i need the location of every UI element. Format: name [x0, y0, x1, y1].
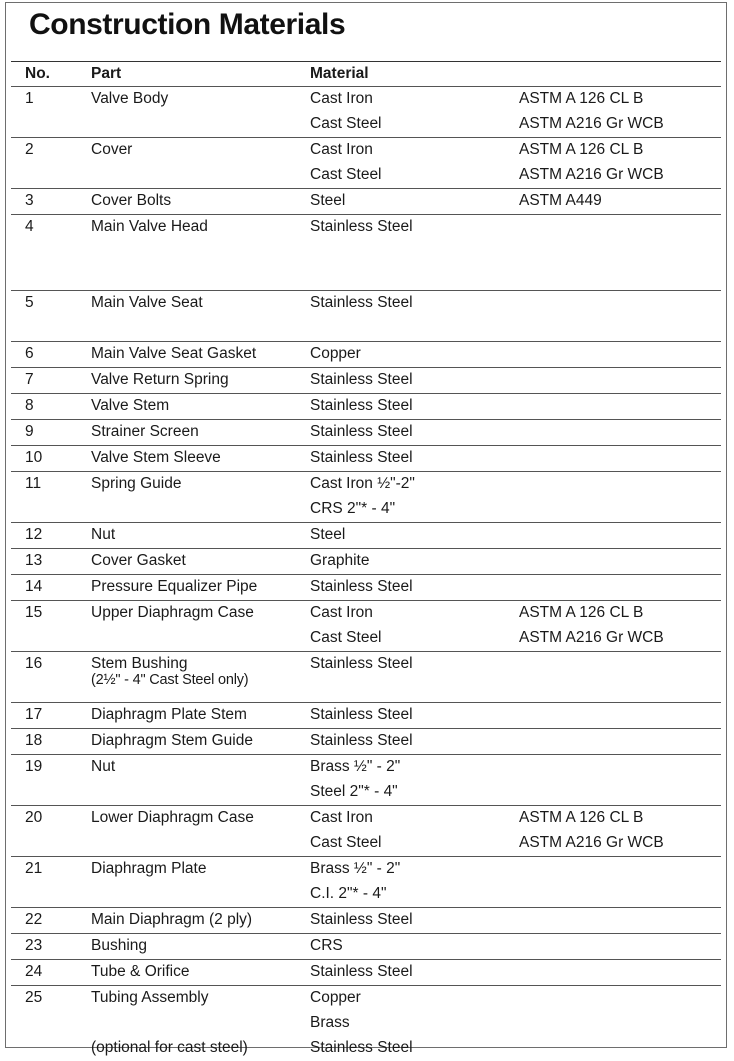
table-row: [11, 342, 721, 368]
astm-spec: ASTM A449: [519, 192, 602, 209]
header-no: No.: [25, 65, 50, 82]
material: Cast Iron: [310, 604, 373, 621]
row-number: 21: [25, 860, 43, 877]
table-row: [11, 523, 721, 549]
part-name: (2½" - 4" Cast Steel only): [91, 672, 249, 688]
row-number: 7: [25, 371, 34, 388]
part-name: Main Valve Seat: [91, 294, 203, 311]
row-number: 17: [25, 706, 43, 723]
table-row: [11, 652, 721, 703]
material: Copper: [310, 345, 361, 362]
part-name: Main Valve Seat Gasket: [91, 345, 257, 362]
table-row: [11, 138, 721, 189]
material: Graphite: [310, 552, 370, 569]
table-row: [11, 368, 721, 394]
table-row: [11, 755, 721, 806]
table-row: [11, 908, 721, 934]
part-name: Tube & Orifice: [91, 963, 190, 980]
material: C.I. 2"* - 4": [310, 885, 387, 902]
row-number: 2: [25, 141, 34, 158]
table-row: [11, 806, 721, 857]
table-body: [11, 87, 721, 1061]
material: Copper: [310, 989, 361, 1006]
part-name: Cover: [91, 141, 133, 158]
part-name: Strainer Screen: [91, 423, 199, 440]
material: Cast Iron ½"-2": [310, 475, 415, 492]
material: Stainless Steel: [310, 732, 413, 749]
part-name: Diaphragm Plate: [91, 860, 207, 877]
table-row: [11, 857, 721, 908]
table-row: [11, 394, 721, 420]
part-name: Nut: [91, 758, 116, 775]
table-row: [11, 549, 721, 575]
row-number: 6: [25, 345, 34, 362]
astm-spec: ASTM A216 Gr WCB: [519, 166, 664, 183]
part-name: Upper Diaphragm Case: [91, 604, 254, 621]
row-number: 22: [25, 911, 43, 928]
row-number: 14: [25, 578, 43, 595]
material: CRS: [310, 937, 343, 954]
material: Stainless Steel: [310, 371, 413, 388]
material: Steel: [310, 192, 346, 209]
material: Stainless Steel: [310, 655, 413, 672]
material: Brass: [310, 1014, 350, 1031]
part-name: Valve Body: [91, 90, 169, 107]
table-row: [11, 189, 721, 215]
row-number: 25: [25, 989, 43, 1006]
material: Cast Steel: [310, 629, 382, 646]
part-name: Stem Bushing: [91, 655, 188, 672]
astm-spec: ASTM A216 Gr WCB: [519, 629, 664, 646]
astm-spec: ASTM A216 Gr WCB: [519, 834, 664, 851]
table-row: [11, 601, 721, 652]
material: Cast Iron: [310, 90, 373, 107]
material: Stainless Steel: [310, 706, 413, 723]
material: Cast Iron: [310, 809, 373, 826]
part-name: Valve Stem Sleeve: [91, 449, 221, 466]
table-row: [11, 215, 721, 291]
materials-table: [11, 61, 721, 1061]
material: Steel: [310, 526, 346, 543]
material: Cast Iron: [310, 141, 373, 158]
part-name: Valve Stem: [91, 397, 170, 414]
material: Brass ½" - 2": [310, 860, 401, 877]
row-number: 13: [25, 552, 43, 569]
table-row: [11, 575, 721, 601]
row-number: 16: [25, 655, 43, 672]
row-number: 3: [25, 192, 34, 209]
row-number: 15: [25, 604, 43, 621]
row-number: 20: [25, 809, 43, 826]
part-name: Diaphragm Stem Guide: [91, 732, 253, 749]
header-part: Part: [91, 65, 122, 82]
row-number: 9: [25, 423, 34, 440]
material: Stainless Steel: [310, 449, 413, 466]
material: Stainless Steel: [310, 218, 413, 235]
material: CRS 2"* - 4": [310, 500, 396, 517]
part-name: Main Valve Head: [91, 218, 208, 235]
part-name: Bushing: [91, 937, 148, 954]
part-name: Cover Bolts: [91, 192, 172, 209]
row-number: 23: [25, 937, 43, 954]
astm-spec: ASTM A216 Gr WCB: [519, 115, 664, 132]
astm-spec: ASTM A 126 CL B: [519, 141, 644, 158]
material: Brass ½" - 2": [310, 758, 401, 775]
astm-spec: ASTM A 126 CL B: [519, 809, 644, 826]
material: Stainless Steel: [310, 423, 413, 440]
material: Stainless Steel: [310, 578, 413, 595]
part-name: Pressure Equalizer Pipe: [91, 578, 258, 595]
part-name: (optional for cast steel): [91, 1039, 248, 1056]
part-name: Lower Diaphragm Case: [91, 809, 254, 826]
row-number: 12: [25, 526, 43, 543]
material: Stainless Steel: [310, 963, 413, 980]
material: Stainless Steel: [310, 911, 413, 928]
astm-spec: ASTM A 126 CL B: [519, 604, 644, 621]
row-number: 4: [25, 218, 34, 235]
row-number: 8: [25, 397, 34, 414]
table-header: [11, 61, 721, 87]
row-number: 11: [25, 475, 42, 492]
part-name: Tubing Assembly: [91, 989, 209, 1006]
material: Cast Steel: [310, 115, 382, 132]
header-material: Material: [310, 65, 369, 82]
table-row: [11, 729, 721, 755]
table-row: [11, 291, 721, 342]
row-number: 1: [25, 90, 34, 107]
table-row: [11, 960, 721, 986]
row-number: 10: [25, 449, 43, 466]
table-row: [11, 703, 721, 729]
row-number: 19: [25, 758, 43, 775]
table-row: [11, 934, 721, 960]
part-name: Spring Guide: [91, 475, 182, 492]
table-row: [11, 472, 721, 523]
table-row: [11, 420, 721, 446]
material: Cast Steel: [310, 834, 382, 851]
row-number: 24: [25, 963, 43, 980]
part-name: Cover Gasket: [91, 552, 186, 569]
part-name: Valve Return Spring: [91, 371, 229, 388]
material: Stainless Steel: [310, 397, 413, 414]
material: Steel 2"* - 4": [310, 783, 398, 800]
table-row: [11, 446, 721, 472]
table-row: [11, 87, 721, 138]
page-title: Construction Materials: [29, 8, 346, 41]
row-number: 5: [25, 294, 34, 311]
row-number: 18: [25, 732, 43, 749]
table-row: [11, 986, 721, 1061]
part-name: Diaphragm Plate Stem: [91, 706, 247, 723]
material: Cast Steel: [310, 166, 382, 183]
part-name: Nut: [91, 526, 116, 543]
astm-spec: ASTM A 126 CL B: [519, 90, 644, 107]
material: Stainless Steel: [310, 294, 413, 311]
material: Stainless Steel: [310, 1039, 413, 1056]
part-name: Main Diaphragm (2 ply): [91, 911, 253, 928]
